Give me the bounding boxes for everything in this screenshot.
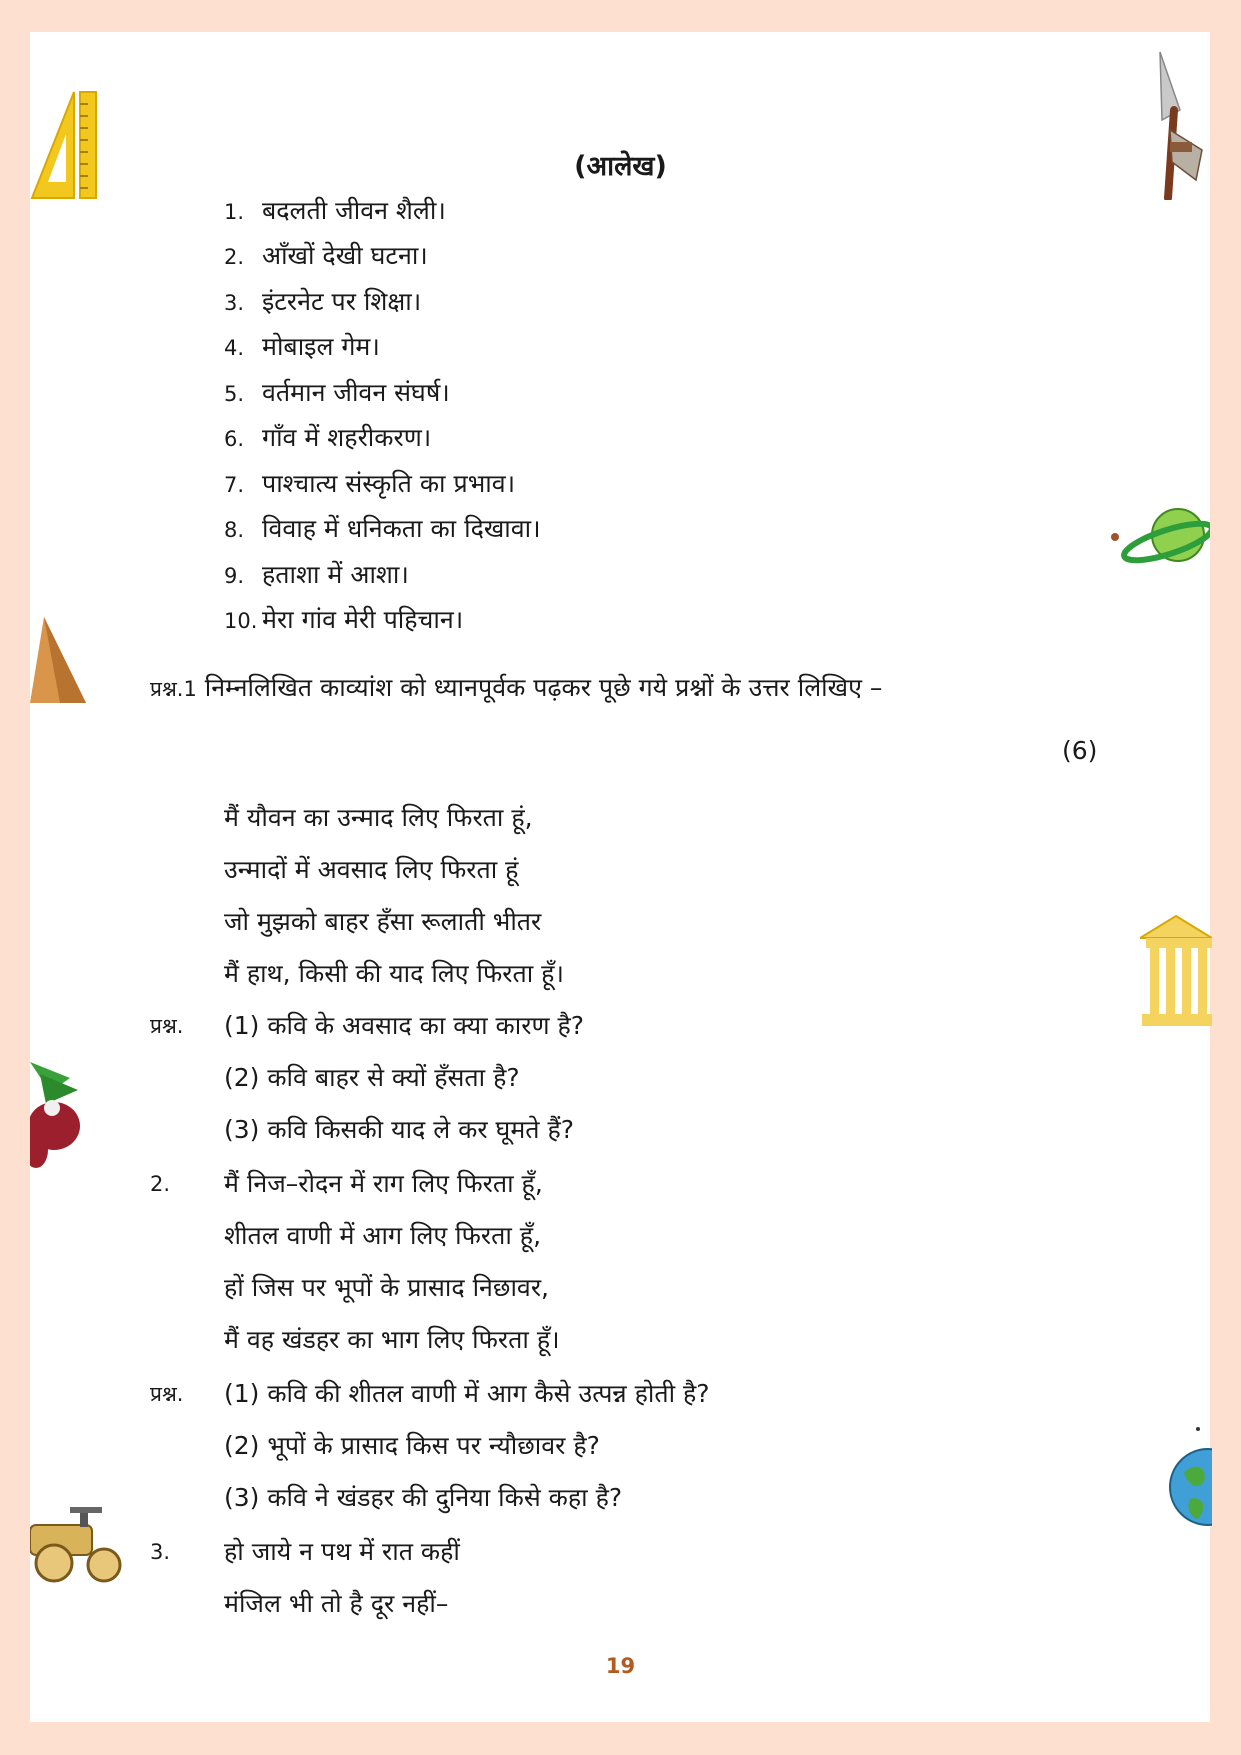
page-number: 19 bbox=[605, 1654, 636, 1678]
topic-item: 5. वर्तमान जीवन संघर्ष। bbox=[224, 378, 450, 407]
poem-line: मंजिल भी तो है दूर नहीं– bbox=[224, 1589, 449, 1618]
planet-icon bbox=[1110, 500, 1210, 570]
question-label: प्रश्न. bbox=[150, 1382, 184, 1406]
question-label: प्रश्न.1 bbox=[150, 677, 197, 701]
cannon-icon bbox=[30, 1505, 126, 1585]
fruit-icon bbox=[30, 1060, 86, 1168]
poem-line: मैं वह खंडहर का भाग लिए फिरता हूँ। bbox=[224, 1325, 560, 1354]
topic-item: 7. पाश्चात्य संस्कृति का प्रभाव। bbox=[224, 469, 516, 498]
topic-item: 9. हताशा में आशा। bbox=[224, 560, 409, 589]
passage-number: 3. bbox=[150, 1540, 171, 1564]
question-item: (2) भूपों के प्रासाद किस पर न्यौछावर है? bbox=[224, 1431, 600, 1460]
topic-item: 6. गाँव में शहरीकरण। bbox=[224, 423, 432, 452]
poem-line: मैं निज–रोदन में राग लिए फिरता हूँ, bbox=[224, 1169, 543, 1198]
question-item: (2) कवि बाहर से क्यों हँसता है? bbox=[224, 1063, 520, 1092]
question-label: प्रश्न. bbox=[150, 1014, 184, 1038]
question-item: (1) कवि की शीतल वाणी में आग कैसे उत्पन्न होती है? bbox=[224, 1379, 710, 1408]
question-item: (3) कवि ने खंडहर की दुनिया किसे कहा है? bbox=[224, 1483, 623, 1512]
question-item: (1) कवि के अवसाद का क्या कारण है? bbox=[224, 1011, 585, 1040]
topic-item: 10. मेरा गांव मेरी पहिचान। bbox=[224, 605, 464, 634]
topic-item: 8. विवाह में धनिकता का दिखावा। bbox=[224, 514, 541, 543]
page-sheet bbox=[30, 32, 1210, 1722]
topic-item: 2. आँखों देखी घटना। bbox=[224, 241, 428, 270]
temple-icon bbox=[1140, 912, 1212, 1030]
question-intro bbox=[150, 670, 882, 704]
poem-line: शीतल वाणी में आग लिए फिरता हूँ, bbox=[224, 1221, 542, 1250]
topic-item: 3. इंटरनेट पर शिक्षा। bbox=[224, 287, 422, 316]
poem-line: उन्मादों में अवसाद लिए फिरता हूं bbox=[224, 855, 519, 884]
poem-line: जो मुझको बाहर हँसा रूलाती भीतर bbox=[224, 907, 542, 936]
topic-item: 4. मोबाइल गेम। bbox=[224, 332, 380, 361]
page-heading: (आलेख) bbox=[574, 151, 667, 182]
question-marks: (6) bbox=[1062, 736, 1098, 765]
poem-line: हों जिस पर भूपों के प्रासाद निछावर, bbox=[224, 1273, 550, 1302]
question-instruction: निम्नलिखित काव्यांश को ध्यानपूर्वक पढ़कर पूछे गये प्रश्नों के उत्तर लिखिए – bbox=[204, 673, 883, 702]
globe-icon bbox=[1168, 1425, 1212, 1529]
poem-line: मैं हाथ, किसी की याद लिए फिरता हूँ। bbox=[224, 959, 564, 988]
passage-number: 2. bbox=[150, 1172, 171, 1196]
topic-item: 1. बदलती जीवन शैली। bbox=[224, 196, 446, 225]
question-item: (3) कवि किसकी याद ले कर घूमते हैं? bbox=[224, 1115, 575, 1144]
poem-line: मैं यौवन का उन्माद लिए फिरता हूं, bbox=[224, 803, 533, 832]
poem-line: हो जाये न पथ में रात कहीं bbox=[224, 1537, 460, 1566]
pyramid-icon bbox=[30, 615, 88, 705]
